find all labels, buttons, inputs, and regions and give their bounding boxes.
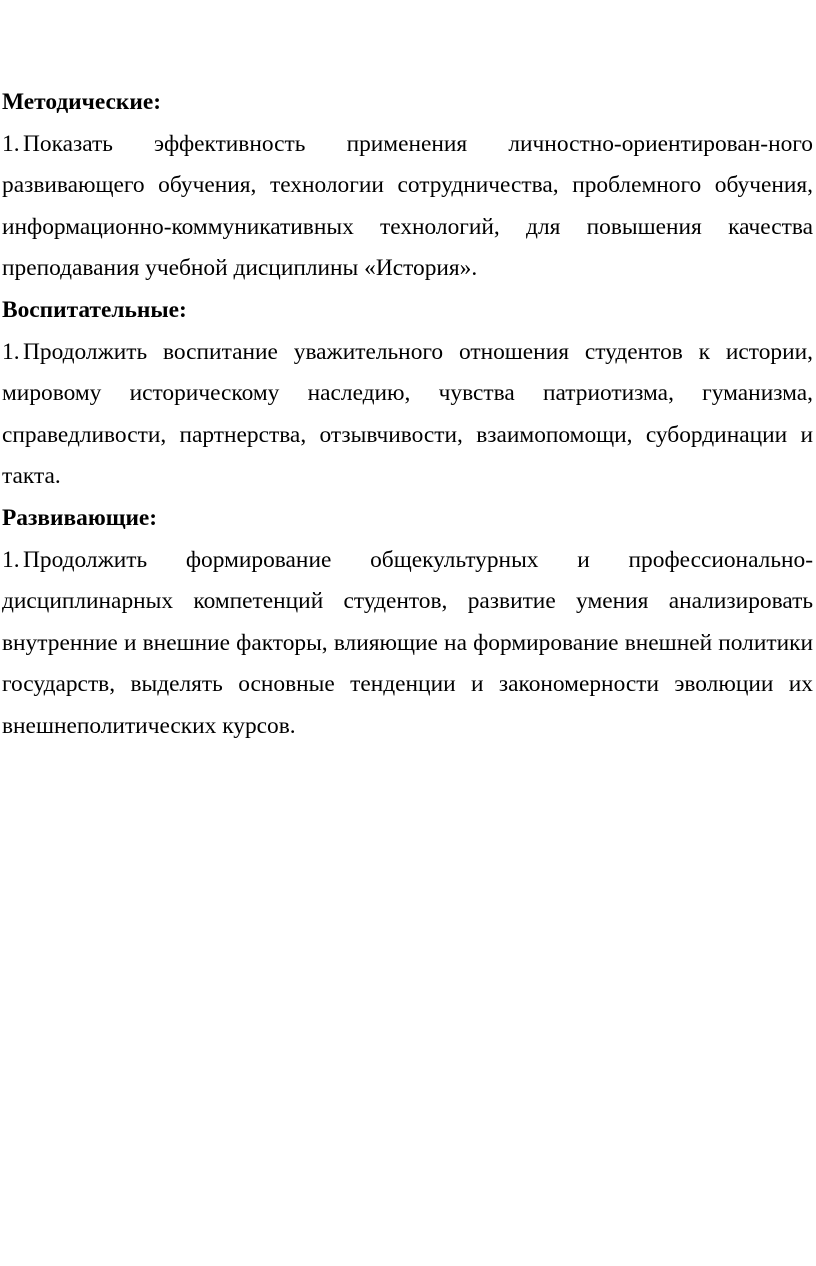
list-item-number: 1. [2,338,20,365]
list-item-developmental-1 [2,540,813,748]
section-heading-methodological: Методические: [2,89,162,115]
list-item-text: Продолжить формирование общекультурных и профессионально-дисциплинарных компетенций студентов, развитие умения анализировать внутренние и внешние факторы, влияющие на формирование внешней политики государств, выделять основные тенденции и закономерности эволюции их внешнеполитических курсов. [2,546,813,739]
list-item-text: Продолжить воспитание уважительного отношения студентов к истории, мировому историческому наследию, чувства патриотизма, гуманизма, справедливости, партнерства, отзывчивости, взаимопомощи, субординации и такта. [2,338,813,490]
section-heading-educational: Воспитательные: [2,296,187,323]
list-item-methodological-1 [2,124,813,290]
list-item-text: Показать эффективность применения личностно-ориентирован-ного развивающего обучения, технологии сотрудничества, проблемного обучения, информационно-коммуникативных технологий, для повышения качества преподавания учебной дисциплины «История». [2,130,813,282]
list-item-educational-1 [2,332,813,498]
list-item-number: 1. [2,130,20,157]
document-body [2,82,813,748]
list-item-number: 1. [2,546,20,573]
section-heading-developmental: Развивающие: [2,504,158,531]
